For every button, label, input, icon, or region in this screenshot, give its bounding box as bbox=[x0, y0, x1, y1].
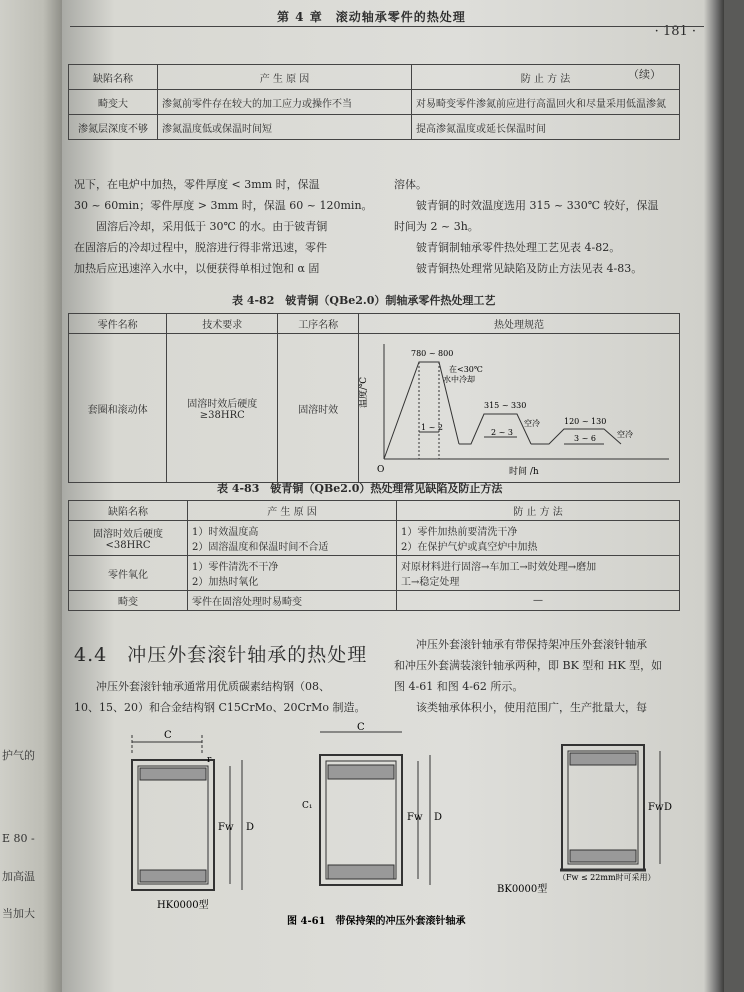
table-caption: 表 4-82 铍青铜（QBe2.0）制轴承零件热处理工艺 bbox=[232, 294, 496, 307]
section-paragraph-left bbox=[74, 676, 374, 718]
text-line: 30 ~ 60min；零件厚度 > 3mm 时，保温 60 ~ 120min。 bbox=[74, 199, 373, 212]
col-header: 缺陷名称 bbox=[69, 65, 158, 90]
text-line: 和冲压外套满装滚针轴承两种，即 BK 型和 HK 型，如 bbox=[394, 659, 663, 672]
table-cell: 零件在固溶处理时易畸变 bbox=[188, 591, 397, 611]
process-diagram-cell bbox=[359, 334, 680, 483]
origin-label: O bbox=[377, 465, 385, 475]
table-cell: 畸变大 bbox=[69, 90, 158, 115]
table-cell: 渗氮温度低或保温时间短 bbox=[158, 115, 412, 140]
col-header: 防 止 方 法 bbox=[397, 501, 680, 521]
table-cell bbox=[397, 556, 680, 591]
text-line: 固溶后冷却，采用低于 30℃ 的水。由于铍青铜 bbox=[96, 220, 328, 233]
cell-line: 2）在保护气炉或真空炉中加热 bbox=[401, 542, 538, 553]
cell-line: 2）固溶温度和保温时间不合适 bbox=[192, 542, 329, 553]
cell-line: 固溶时效后硬度 bbox=[93, 529, 163, 540]
bk-bearing-drawing bbox=[320, 732, 430, 885]
page-fold-shadow bbox=[704, 0, 724, 992]
bk-closed-bearing-drawing bbox=[560, 745, 660, 870]
table-cell: 套圈和滚动体 bbox=[69, 334, 167, 483]
table-cell: — bbox=[397, 591, 680, 611]
y-axis-label: 温度/℃ bbox=[359, 376, 369, 408]
cell-line: <38HRC bbox=[105, 540, 151, 551]
defect-table-continued bbox=[68, 64, 680, 140]
x-axis-label: 时间 /h bbox=[509, 467, 539, 477]
cell-line: 1）时效温度高 bbox=[192, 527, 259, 538]
duration-label: 3 ~ 6 bbox=[574, 434, 596, 443]
col-header: 产 生 原 因 bbox=[158, 65, 412, 90]
table-cell: 提高渗氮温度或延长保温时间 bbox=[412, 115, 680, 140]
cell-line: 工→稳定处理 bbox=[401, 577, 460, 588]
text-line: 铍青铜制轴承零件热处理工艺见表 4-82。 bbox=[416, 241, 621, 254]
text-line: 况下，在电炉中加热，零件厚度 < 3mm 时，保温 bbox=[74, 178, 320, 191]
table-cell bbox=[188, 556, 397, 591]
req-line: ≥38HRC bbox=[199, 410, 245, 421]
cell-line: 2）加热时氧化 bbox=[192, 577, 259, 588]
dim-label: D bbox=[664, 802, 672, 813]
text-line: 铍青铜热处理常见缺陷及防止方法见表 4-83。 bbox=[416, 262, 643, 275]
table-cell bbox=[397, 521, 680, 556]
cell-line: 1）零件加热前要清洗干净 bbox=[401, 527, 518, 538]
page-number: · 181 · bbox=[654, 24, 696, 39]
text-line: 铍青铜的时效温度选用 315 ~ 330℃ 较好，保温 bbox=[416, 199, 659, 212]
table-cell: 零件氧化 bbox=[69, 556, 188, 591]
text-line: 10、15、20）和合金结构钢 C15CrMo、20CrMo 制造。 bbox=[74, 701, 366, 714]
cooling-note: 在<30℃ bbox=[449, 365, 483, 374]
text-line: 溶体。 bbox=[394, 178, 427, 191]
col-header: 热处理规范 bbox=[359, 314, 680, 334]
col-header: 产 生 原 因 bbox=[188, 501, 397, 521]
text-line: 该类轴承体积小，使用范围广，生产批量大，每 bbox=[416, 701, 647, 714]
book-page bbox=[62, 0, 724, 992]
figure-caption: 图 4-61 带保持架的冲压外套滚针轴承 bbox=[287, 916, 466, 927]
table-cell bbox=[167, 334, 278, 483]
margin-text: 护气的 bbox=[2, 749, 35, 762]
margin-text: E 80 - bbox=[2, 832, 35, 845]
col-header: 工序名称 bbox=[278, 314, 359, 334]
cell-line: 对原材料进行固溶→车加工→时效处理→磨加 bbox=[401, 562, 597, 573]
duration-label: 2 ~ 3 bbox=[491, 428, 513, 437]
table-cell: 渗氮层深度不够 bbox=[69, 115, 158, 140]
table-caption: 表 4-83 铍青铜（QBe2.0）热处理常见缺陷及防止方法 bbox=[217, 482, 503, 495]
dim-label: Fw bbox=[407, 812, 423, 823]
running-header: 第 4 章 滚动轴承零件的热处理 bbox=[277, 10, 466, 24]
cooling-label: 空冷 bbox=[617, 430, 633, 439]
figure-label: HK0000型 bbox=[157, 900, 209, 911]
heat-treatment-process-table bbox=[68, 313, 680, 483]
col-header: 防 止 方 法 bbox=[412, 65, 680, 90]
cell-line: 1）零件清洗不干净 bbox=[192, 562, 279, 573]
section-heading: 4.4 冲压外套滚针轴承的热处理 bbox=[74, 644, 368, 666]
dim-label: D bbox=[246, 822, 255, 833]
col-header: 缺陷名称 bbox=[69, 501, 188, 521]
body-paragraph-right bbox=[394, 174, 684, 279]
table-cell: 渗氮前零件存在较大的加工应力或操作不当 bbox=[158, 90, 412, 115]
table-cell: 畸变 bbox=[69, 591, 188, 611]
margin-text: 当加大 bbox=[2, 907, 35, 920]
hk-bearing-drawing bbox=[132, 735, 242, 890]
table-cell bbox=[69, 521, 188, 556]
figure-label: BK0000型 bbox=[497, 884, 548, 895]
section-paragraph-right bbox=[394, 634, 684, 718]
text-line: 时间为 2 ~ 3h。 bbox=[394, 220, 479, 233]
previous-page-edge bbox=[0, 0, 62, 992]
margin-text: 加高温 bbox=[2, 870, 35, 883]
dim-label: C bbox=[164, 730, 172, 741]
col-header: 零件名称 bbox=[69, 314, 167, 334]
defect-prevention-table bbox=[68, 500, 680, 611]
dim-label: r bbox=[207, 755, 212, 765]
bearing-figure bbox=[112, 720, 672, 940]
temp-label: 315 ~ 330 bbox=[484, 401, 527, 410]
req-line: 固溶时效后硬度 bbox=[187, 399, 258, 410]
table-cell bbox=[188, 521, 397, 556]
heat-cycle-diagram bbox=[359, 334, 679, 479]
text-line: 加热后应迅速淬入水中，以便获得单相过饱和 α 固 bbox=[74, 262, 320, 275]
text-line: 在固溶后的冷却过程中，脱溶进行得非常迅速，零件 bbox=[74, 241, 327, 254]
table-cell: 固溶时效 bbox=[278, 334, 359, 483]
dim-label: Fw bbox=[218, 822, 234, 833]
col-header: 技术要求 bbox=[167, 314, 278, 334]
dim-label: Fw bbox=[648, 802, 664, 813]
continued-label: （续） bbox=[628, 68, 661, 81]
dim-label: C₁ bbox=[302, 801, 313, 811]
dim-label: D bbox=[434, 812, 443, 823]
duration-label: 1 ~ 2 bbox=[421, 423, 443, 432]
dim-label: C bbox=[357, 722, 365, 733]
text-line: 图 4-61 和图 4-62 所示。 bbox=[394, 680, 524, 693]
figure-note: （Fw ≤ 22mm时可采用） bbox=[558, 873, 656, 882]
temp-label: 780 ~ 800 bbox=[411, 349, 454, 358]
body-paragraph-left bbox=[74, 174, 374, 279]
header-rule bbox=[70, 26, 716, 27]
text-line: 冲压外套滚针轴承有带保持架冲压外套滚针轴承 bbox=[416, 638, 647, 651]
table-cell: 对易畸变零件渗氮前应进行高温回火和尽量采用低温渗氮 bbox=[412, 90, 680, 115]
temp-label: 120 ~ 130 bbox=[564, 417, 607, 426]
cooling-note: 水中冷却 bbox=[443, 375, 475, 384]
text-line: 冲压外套滚针轴承通常用优质碳素结构钢（08、 bbox=[96, 680, 330, 693]
cooling-label: 空冷 bbox=[524, 419, 540, 428]
